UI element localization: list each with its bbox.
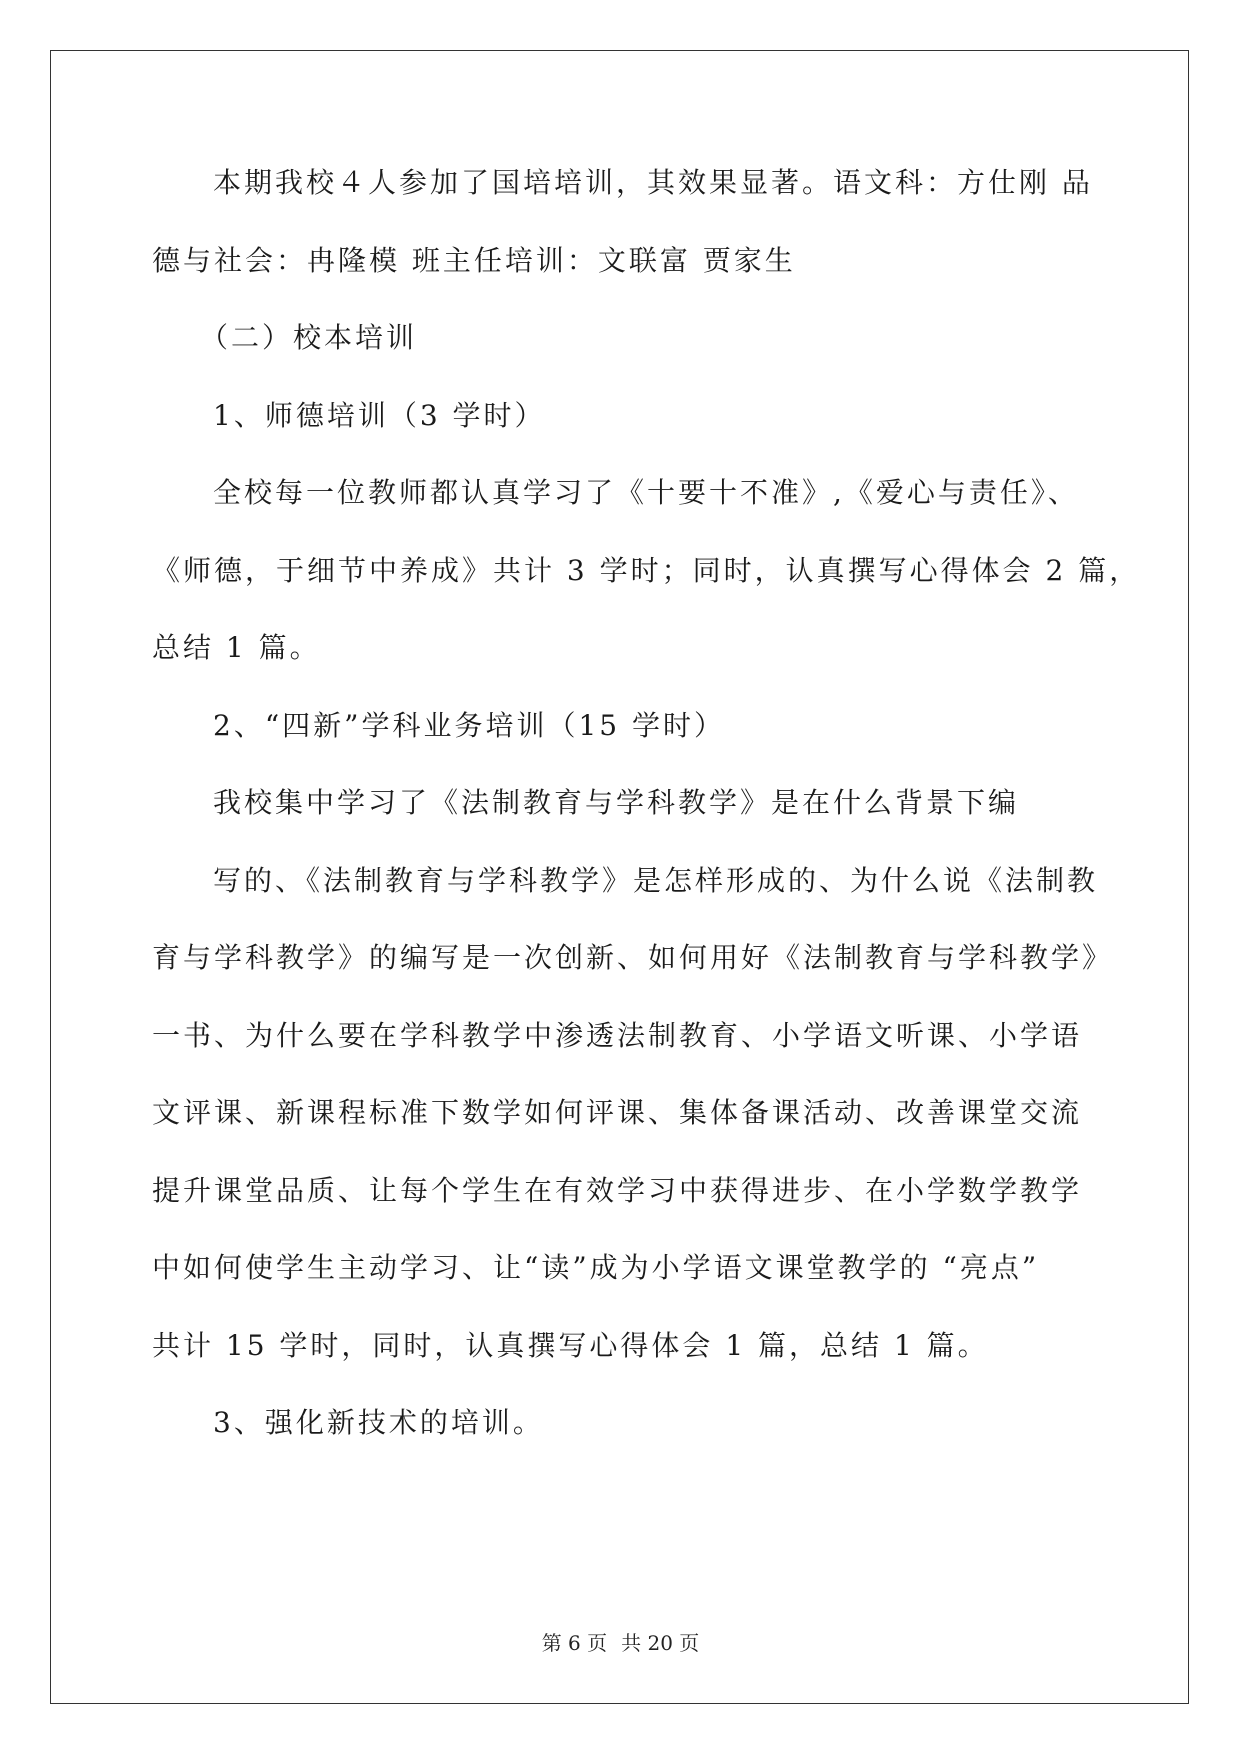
text-line: 写的、《法制教育与学科教学》是怎样形成的、为什么说《法制教: [213, 863, 1099, 897]
subsection-heading: 2、“四新”学科业务培训（15 学时）: [213, 708, 725, 742]
text-line: 本期我校４人参加了国培培训，其效果显著。语文科：方仕刚 品: [213, 166, 1093, 199]
text-line: 我校集中学习了《法制教育与学科教学》是在什么背景下编: [213, 786, 1020, 819]
text-line: 全校每一位教师都认真学习了《十要十不准》,《爱心与责任》、: [213, 476, 1079, 509]
text-line: 文评课、新课程标准下数学如何评课、集体备课活动、改善课堂交流: [152, 1096, 1083, 1129]
document-body: [152, 160, 1141, 1478]
subsection-heading: 1、师德培训（3 学时）: [213, 398, 546, 432]
page-footer: [0, 1627, 1241, 1656]
text-line: 《师德，于细节中养成》共计 3 学时；同时，认真撰写心得体会 2 篇，: [152, 553, 1141, 587]
text-line: 育与学科教学》的编写是一次创新、如何用好《法制教育与学科教学》: [152, 941, 1114, 974]
subsection-heading: 3、强化新技术的培训。: [213, 1406, 544, 1439]
text-line: 共计 15 学时，同时，认真撰写心得体会 1 篇，总结 1 篇。: [152, 1328, 989, 1362]
section-heading: （二）校本培训: [200, 321, 418, 354]
page-total: 共 20 页: [621, 1631, 700, 1655]
text-line: 总结 1 篇。: [152, 631, 321, 664]
page-number: 第 6 页: [541, 1631, 608, 1655]
text-line: 一书、为什么要在学科教学中渗透法制教育、小学语文听课、小学语: [152, 1018, 1083, 1052]
text-line: 提升课堂品质、让每个学生在有效学习中获得进步、在小学数学教学: [152, 1173, 1083, 1207]
text-line: 中如何使学生主动学习、让“读”成为小学语文课堂教学的 “亮点”: [152, 1251, 1040, 1284]
text-line: 德与社会：冉隆模 班主任培训：文联富 贾家生: [152, 243, 796, 277]
